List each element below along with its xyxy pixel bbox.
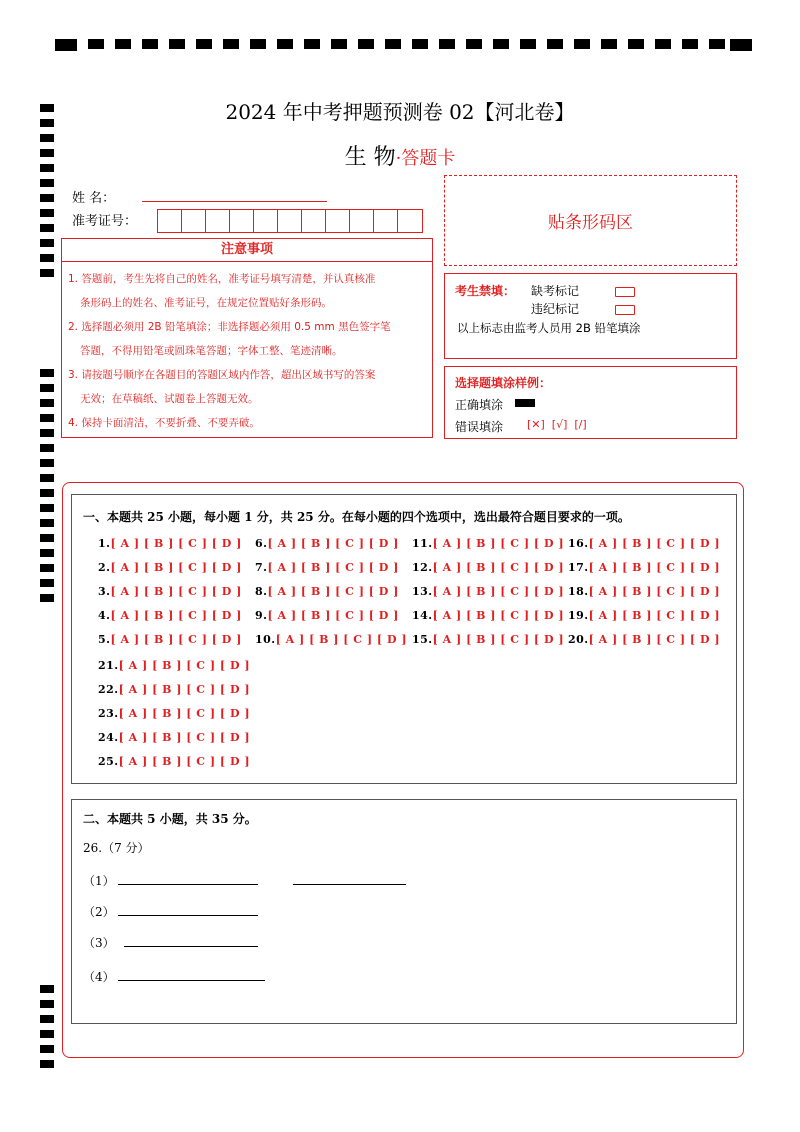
timing-mark xyxy=(331,39,347,49)
question-number: 23. xyxy=(98,707,119,720)
question-row[interactable] xyxy=(98,659,250,672)
question-row[interactable] xyxy=(255,633,407,646)
answer-options[interactable]: [ A ] [ B ] [ C ] [ D ] xyxy=(110,633,242,646)
question-row[interactable] xyxy=(412,633,564,646)
wrong-fill-label: 错误填涂 xyxy=(455,420,504,434)
question-row[interactable] xyxy=(255,585,399,598)
answer-line[interactable] xyxy=(118,883,258,885)
timing-mark xyxy=(40,224,54,232)
timing-mark xyxy=(40,579,54,587)
question-number: 12. xyxy=(412,561,433,574)
timing-mark xyxy=(655,39,671,49)
timing-mark xyxy=(358,39,374,49)
question-number: 19. xyxy=(568,609,589,622)
question-number: 5. xyxy=(98,633,111,646)
name-label: 姓 名： xyxy=(72,191,116,206)
id-number-field[interactable] xyxy=(157,209,423,233)
question-row[interactable] xyxy=(568,537,720,550)
question-number: 16. xyxy=(568,537,589,550)
answer-options[interactable]: [ A ] [ B ] [ C ] [ D ] xyxy=(267,537,399,550)
id-digit-box[interactable] xyxy=(182,210,206,232)
question-number: 17. xyxy=(568,561,589,574)
correct-fill-label: 正确填涂 xyxy=(455,398,504,412)
question-row[interactable] xyxy=(98,633,242,646)
notice-line: 1. 答题前，考生先将自己的姓名，准考证号填写清楚，并认真核准 xyxy=(68,273,376,285)
answer-line[interactable] xyxy=(118,979,265,981)
forbid-label: 考生禁填： xyxy=(455,284,516,298)
id-digit-box[interactable] xyxy=(374,210,398,232)
answer-options[interactable]: [ A ] [ B ] [ C ] [ D ] xyxy=(432,561,565,574)
answer-options[interactable]: [ A ] [ B ] [ C ] [ D ] xyxy=(588,609,721,622)
sample-title: 选择题填涂样例： xyxy=(455,376,552,390)
question-row[interactable] xyxy=(255,609,399,622)
id-digit-box[interactable] xyxy=(230,210,254,232)
timing-mark xyxy=(40,239,54,247)
timing-mark xyxy=(223,39,239,49)
timing-mark xyxy=(730,39,752,51)
question-number: 25. xyxy=(98,755,119,768)
timing-mark xyxy=(40,564,54,572)
timing-mark xyxy=(142,39,158,49)
subject-title xyxy=(0,140,800,171)
part-3-label: （3） xyxy=(83,936,115,950)
section2-title: 二、本题共 5 小题，共 35 分。 xyxy=(83,812,257,826)
question-number: 7. xyxy=(255,561,268,574)
part-1-label: （1） xyxy=(83,874,115,888)
timing-mark xyxy=(520,39,536,49)
answer-options[interactable]: [ A ] [ B ] [ C ] [ D ] xyxy=(432,609,565,622)
timing-mark xyxy=(40,254,54,262)
timing-mark xyxy=(601,39,617,49)
notice-line: 4. 保持卡面清洁，不要折叠、不要弄破。 xyxy=(68,417,260,429)
timing-mark xyxy=(40,444,54,452)
answer-options[interactable]: [ A ] [ B ] [ C ] [ D ] xyxy=(588,537,721,550)
question-row[interactable] xyxy=(98,731,250,744)
forbid-note: 以上标志由监考人员用 2B 铅笔填涂 xyxy=(457,321,641,335)
timing-mark xyxy=(40,504,54,512)
section1-title: 一、本题共 25 小题，每小题 1 分，共 25 分。在每小题的四个选项中，选出最符合题目要求的一项。 xyxy=(83,510,630,524)
fill-sample-box xyxy=(444,366,737,439)
timing-mark xyxy=(40,414,54,422)
answer-options[interactable]: [ A ] [ B ] [ C ] [ D ] xyxy=(588,633,721,646)
wrong-fill-samples: [✕] [√] [/] xyxy=(527,418,587,431)
absent-mark-box[interactable] xyxy=(615,284,635,298)
question-row[interactable] xyxy=(568,609,720,622)
part-4-label: （4） xyxy=(83,970,115,984)
id-digit-box[interactable] xyxy=(350,210,374,232)
timing-mark xyxy=(439,39,455,49)
answer-card-label: ·答题卡 xyxy=(395,148,456,169)
timing-mark xyxy=(40,269,54,277)
answer-options[interactable]: [ A ] [ B ] [ C ] [ D ] xyxy=(110,561,242,574)
timing-mark xyxy=(196,39,212,49)
part-2-label: （2） xyxy=(83,905,115,919)
timing-mark xyxy=(40,549,54,557)
question-number: 15. xyxy=(412,633,433,646)
question-row[interactable] xyxy=(412,537,564,550)
notice-line: 3. 请按题号顺序在各题目的答题区域内作答，超出区域书写的答案 xyxy=(68,369,376,381)
question-row[interactable] xyxy=(98,755,250,768)
answer-options[interactable]: [ A ] [ B ] [ C ] [ D ] xyxy=(267,561,399,574)
question-number: 21. xyxy=(98,659,119,672)
timing-mark xyxy=(40,1045,54,1053)
question-row[interactable] xyxy=(412,585,564,598)
answer-options[interactable]: [ A ] [ B ] [ C ] [ D ] xyxy=(432,585,565,598)
answer-line[interactable] xyxy=(124,945,258,947)
notice-line: 无效；在草稿纸、试题卷上答题无效。 xyxy=(80,393,259,405)
question-number: 6. xyxy=(255,537,268,550)
barcode-area xyxy=(444,175,737,266)
question-number: 1. xyxy=(98,537,111,550)
question-row[interactable] xyxy=(568,561,720,574)
question-row[interactable] xyxy=(255,561,399,574)
notice-heading: 注意事项 xyxy=(61,238,433,262)
timing-mark xyxy=(169,39,185,49)
correct-fill-sample xyxy=(515,399,535,407)
timing-mark xyxy=(628,39,644,49)
question-row[interactable] xyxy=(98,683,250,696)
answer-options[interactable]: [ A ] [ B ] [ C ] [ D ] xyxy=(110,537,242,550)
answer-options[interactable]: [ A ] [ B ] [ C ] [ D ] xyxy=(118,731,251,744)
question-row[interactable] xyxy=(98,707,250,720)
answer-options[interactable]: [ A ] [ B ] [ C ] [ D ] xyxy=(267,585,399,598)
violation-mark-box[interactable] xyxy=(615,302,635,316)
timing-mark xyxy=(40,429,54,437)
question-row[interactable] xyxy=(255,537,399,550)
question-row[interactable] xyxy=(98,609,242,622)
question-row[interactable] xyxy=(568,633,720,646)
id-digit-box[interactable] xyxy=(326,210,350,232)
id-label: 准考证号： xyxy=(72,214,138,229)
answer-options[interactable]: [ A ] [ B ] [ C ] [ D ] xyxy=(267,609,399,622)
answer-options[interactable]: [ A ] [ B ] [ C ] [ D ] xyxy=(118,755,251,768)
id-digit-box[interactable] xyxy=(302,210,326,232)
question-number: 20. xyxy=(568,633,589,646)
timing-mark xyxy=(547,39,563,49)
timing-mark xyxy=(40,1015,54,1023)
timing-mark xyxy=(40,369,54,377)
timing-mark xyxy=(412,39,428,49)
question-row[interactable] xyxy=(98,561,242,574)
timing-mark xyxy=(40,985,54,993)
question-number: 4. xyxy=(98,609,111,622)
timing-mark xyxy=(40,194,54,202)
section-multiple-choice xyxy=(71,494,737,784)
question-number: 24. xyxy=(98,731,119,744)
exam-title: 2024 年中考押题预测卷 02【河北卷】 xyxy=(225,100,575,124)
absent-mark-label: 缺考标记 xyxy=(531,284,580,298)
timing-mark xyxy=(40,1060,54,1068)
timing-mark xyxy=(709,39,725,49)
name-field[interactable] xyxy=(142,200,327,202)
answer-options[interactable]: [ A ] [ B ] [ C ] [ D ] xyxy=(275,633,408,646)
timing-mark xyxy=(466,39,482,49)
examiner-only-box xyxy=(444,273,737,359)
answer-options[interactable]: [ A ] [ B ] [ C ] [ D ] xyxy=(432,537,565,550)
id-digit-box[interactable] xyxy=(206,210,230,232)
question-row[interactable] xyxy=(98,537,242,550)
timing-mark xyxy=(55,39,77,51)
timing-mark xyxy=(40,474,54,482)
question-number: 22. xyxy=(98,683,119,696)
answer-options[interactable]: [ A ] [ B ] [ C ] [ D ] xyxy=(118,683,251,696)
question-number: 3. xyxy=(98,585,111,598)
answer-line[interactable] xyxy=(118,914,258,916)
id-digit-box[interactable] xyxy=(398,210,422,232)
question-row[interactable] xyxy=(568,585,720,598)
question-number: 11. xyxy=(412,537,433,550)
answer-line[interactable] xyxy=(293,883,406,885)
notice-line: 答题，不得用铅笔或圆珠笔答题；字体工整、笔迹清晰。 xyxy=(80,345,343,357)
answer-options[interactable]: [ A ] [ B ] [ C ] [ D ] xyxy=(588,585,721,598)
question-row[interactable] xyxy=(412,609,564,622)
timing-mark xyxy=(682,39,698,49)
id-digit-box[interactable] xyxy=(254,210,278,232)
question-number: 18. xyxy=(568,585,589,598)
timing-mark xyxy=(40,519,54,527)
timing-mark xyxy=(40,489,54,497)
timing-mark xyxy=(493,39,509,49)
question-row[interactable] xyxy=(98,585,242,598)
timing-mark xyxy=(574,39,590,49)
subject-name: 生 物 xyxy=(344,145,396,170)
answer-options[interactable]: [ A ] [ B ] [ C ] [ D ] xyxy=(110,585,242,598)
timing-mark xyxy=(40,179,54,187)
timing-mark xyxy=(304,39,320,49)
timing-mark xyxy=(385,39,401,49)
timing-mark xyxy=(277,39,293,49)
timing-mark xyxy=(40,1030,54,1038)
question-number: 9. xyxy=(255,609,268,622)
timing-mark xyxy=(40,534,54,542)
question-number: 2. xyxy=(98,561,111,574)
id-digit-box[interactable] xyxy=(158,210,182,232)
question-number: 10. xyxy=(255,633,276,646)
notice-line: 2. 选择题必须用 2B 铅笔填涂；非选择题必须用 0.5 mm 黑色签字笔 xyxy=(68,321,391,333)
answer-options[interactable]: [ A ] [ B ] [ C ] [ D ] xyxy=(588,561,721,574)
timing-mark xyxy=(115,39,131,49)
timing-mark xyxy=(40,399,54,407)
timing-mark xyxy=(40,209,54,217)
answer-options[interactable]: [ A ] [ B ] [ C ] [ D ] xyxy=(118,659,251,672)
section-short-answer xyxy=(71,799,737,1024)
notice-body xyxy=(61,261,433,438)
timing-mark xyxy=(88,39,104,49)
question-number: 14. xyxy=(412,609,433,622)
timing-mark xyxy=(40,594,54,602)
answer-options[interactable]: [ A ] [ B ] [ C ] [ D ] xyxy=(432,633,565,646)
question-26-label: 26.（7 分） xyxy=(83,841,150,855)
violation-mark-label: 违纪标记 xyxy=(531,302,580,316)
timing-mark xyxy=(40,384,54,392)
timing-mark xyxy=(250,39,266,49)
id-digit-box[interactable] xyxy=(278,210,302,232)
barcode-label: 贴条形码区 xyxy=(548,213,633,233)
answer-options[interactable]: [ A ] [ B ] [ C ] [ D ] xyxy=(110,609,242,622)
question-number: 8. xyxy=(255,585,268,598)
timing-mark xyxy=(40,1000,54,1008)
timing-mark xyxy=(40,459,54,467)
question-number: 13. xyxy=(412,585,433,598)
answer-options[interactable]: [ A ] [ B ] [ C ] [ D ] xyxy=(118,707,251,720)
question-row[interactable] xyxy=(412,561,564,574)
notice-line: 条形码上的姓名、准考证号，在规定位置贴好条形码。 xyxy=(80,297,332,309)
